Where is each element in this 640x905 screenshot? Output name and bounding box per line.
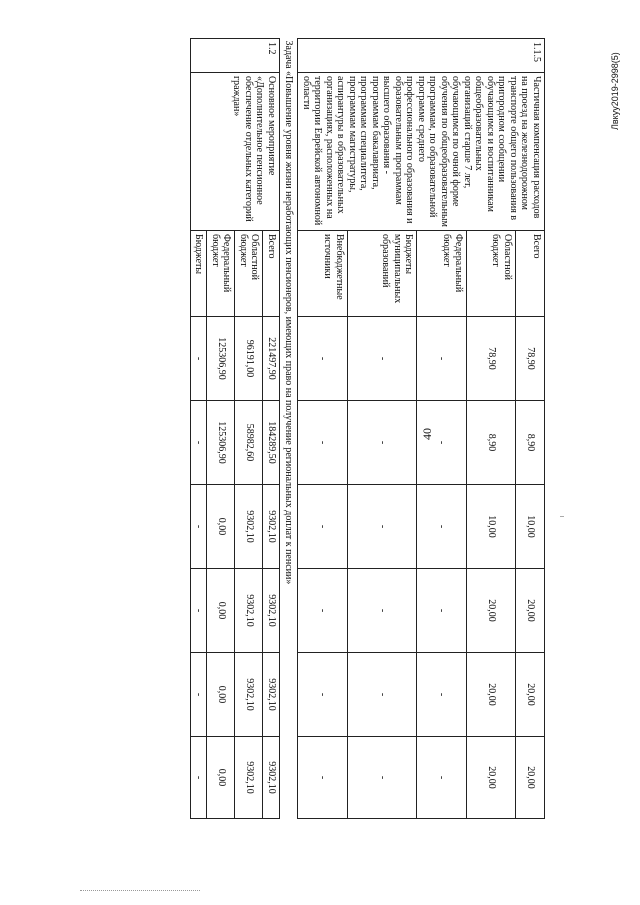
budget-table: [190, 38, 545, 819]
amount-cell: 9302,10: [263, 485, 280, 569]
amount-cell: -: [417, 737, 466, 819]
amount-cell: -: [417, 569, 466, 653]
amount-cell: -: [298, 737, 347, 819]
document-code: Лвкуу2019-2998(5): [610, 52, 620, 130]
funding-source: Всего: [263, 231, 280, 317]
amount-cell: -: [191, 737, 208, 819]
amount-cell: -: [298, 401, 347, 485]
amount-cell: 184289,50: [263, 401, 280, 485]
funding-source: Областной бюджет: [466, 231, 515, 317]
amount-cell: -: [347, 653, 417, 737]
amount-cell: -: [298, 485, 347, 569]
table-row: [263, 39, 280, 819]
amount-cell: 9302,10: [235, 569, 263, 653]
amount-cell: 9302,10: [235, 653, 263, 737]
amount-cell: 8,90: [515, 401, 544, 485]
amount-cell: 20,00: [466, 737, 515, 819]
amount-cell: -: [191, 401, 208, 485]
amount-cell: -: [417, 401, 466, 485]
amount-cell: 125306,90: [207, 317, 235, 401]
amount-cell: 0,00: [207, 485, 235, 569]
section-row: [280, 39, 299, 819]
funding-source: Всего: [515, 231, 544, 317]
amount-cell: -: [347, 401, 417, 485]
funding-source: Федеральный бюджет: [207, 231, 235, 317]
amount-cell: 58982,60: [235, 401, 263, 485]
amount-cell: -: [191, 317, 208, 401]
measure-name: Частичная компенсация расходов на проезд на железнодорожном транспорте общего пользования в пригородном сообщении обучающимся и воспитанникам общеобразовательных организаций старше 7 лет, обучающимся по очной форме обучения по общеобразовательным программам, по образовательной программе среднего профессионального образования и образовательным программам высшего образования - программам бакалавриата, программам специалитета, программам магистратуры, аспирантуры в образовательных организациях, расположенных на территории Еврейской автономной области: [298, 73, 545, 231]
amount-cell: -: [417, 653, 466, 737]
amount-cell: 20,00: [515, 737, 544, 819]
amount-cell: -: [191, 485, 208, 569]
amount-cell: 0,00: [207, 737, 235, 819]
amount-cell: 78,90: [466, 317, 515, 401]
amount-cell: 0,00: [207, 653, 235, 737]
amount-cell: 221497,90: [263, 317, 280, 401]
amount-cell: 20,00: [466, 569, 515, 653]
amount-cell: -: [347, 569, 417, 653]
amount-cell: 0,00: [207, 569, 235, 653]
amount-cell: 9302,10: [263, 653, 280, 737]
amount-cell: -: [347, 737, 417, 819]
amount-cell: 78,90: [515, 317, 544, 401]
amount-cell: -: [191, 569, 208, 653]
amount-cell: -: [191, 653, 208, 737]
scan-artifact-line: [80, 890, 200, 891]
amount-cell: 9302,10: [235, 485, 263, 569]
funding-source: Бюджеты муниципальных образований: [347, 231, 417, 317]
funding-source: Областной бюджет: [235, 231, 263, 317]
funding-source: Бюджеты: [191, 231, 208, 317]
table-body: [191, 39, 545, 819]
amount-cell: -: [298, 317, 347, 401]
amount-cell: -: [298, 569, 347, 653]
table-row: [515, 39, 544, 819]
scan-artifact-mark: [560, 516, 564, 517]
funding-source: Федеральный бюджет: [417, 231, 466, 317]
measure-name: Основное мероприятие «Дополнительное пенсионное обеспечение отдельных категорий граждан»: [191, 73, 280, 231]
amount-cell: 8,90: [466, 401, 515, 485]
amount-cell: 96191,00: [235, 317, 263, 401]
amount-cell: 20,00: [466, 653, 515, 737]
amount-cell: -: [347, 485, 417, 569]
amount-cell: -: [347, 317, 417, 401]
amount-cell: -: [298, 653, 347, 737]
measure-number: 1.2: [191, 39, 280, 73]
measure-number: 1.1.5: [298, 39, 545, 73]
amount-cell: -: [417, 317, 466, 401]
amount-cell: 10,00: [515, 485, 544, 569]
amount-cell: 9302,10: [263, 737, 280, 819]
section-task-title: Задача «Повышение уровня жизни неработающих пенсионеров, имеющих право на получение региональных доплат к пенсии»: [280, 39, 299, 819]
funding-source: Внебюджетные источники: [298, 231, 347, 317]
amount-cell: -: [417, 485, 466, 569]
amount-cell: 9302,10: [235, 737, 263, 819]
amount-cell: 9302,10: [263, 569, 280, 653]
amount-cell: 125306,90: [207, 401, 235, 485]
amount-cell: 20,00: [515, 569, 544, 653]
amount-cell: 10,00: [466, 485, 515, 569]
rotated-table-block: [45, 38, 545, 818]
amount-cell: 20,00: [515, 653, 544, 737]
page-number: 40: [420, 428, 434, 440]
